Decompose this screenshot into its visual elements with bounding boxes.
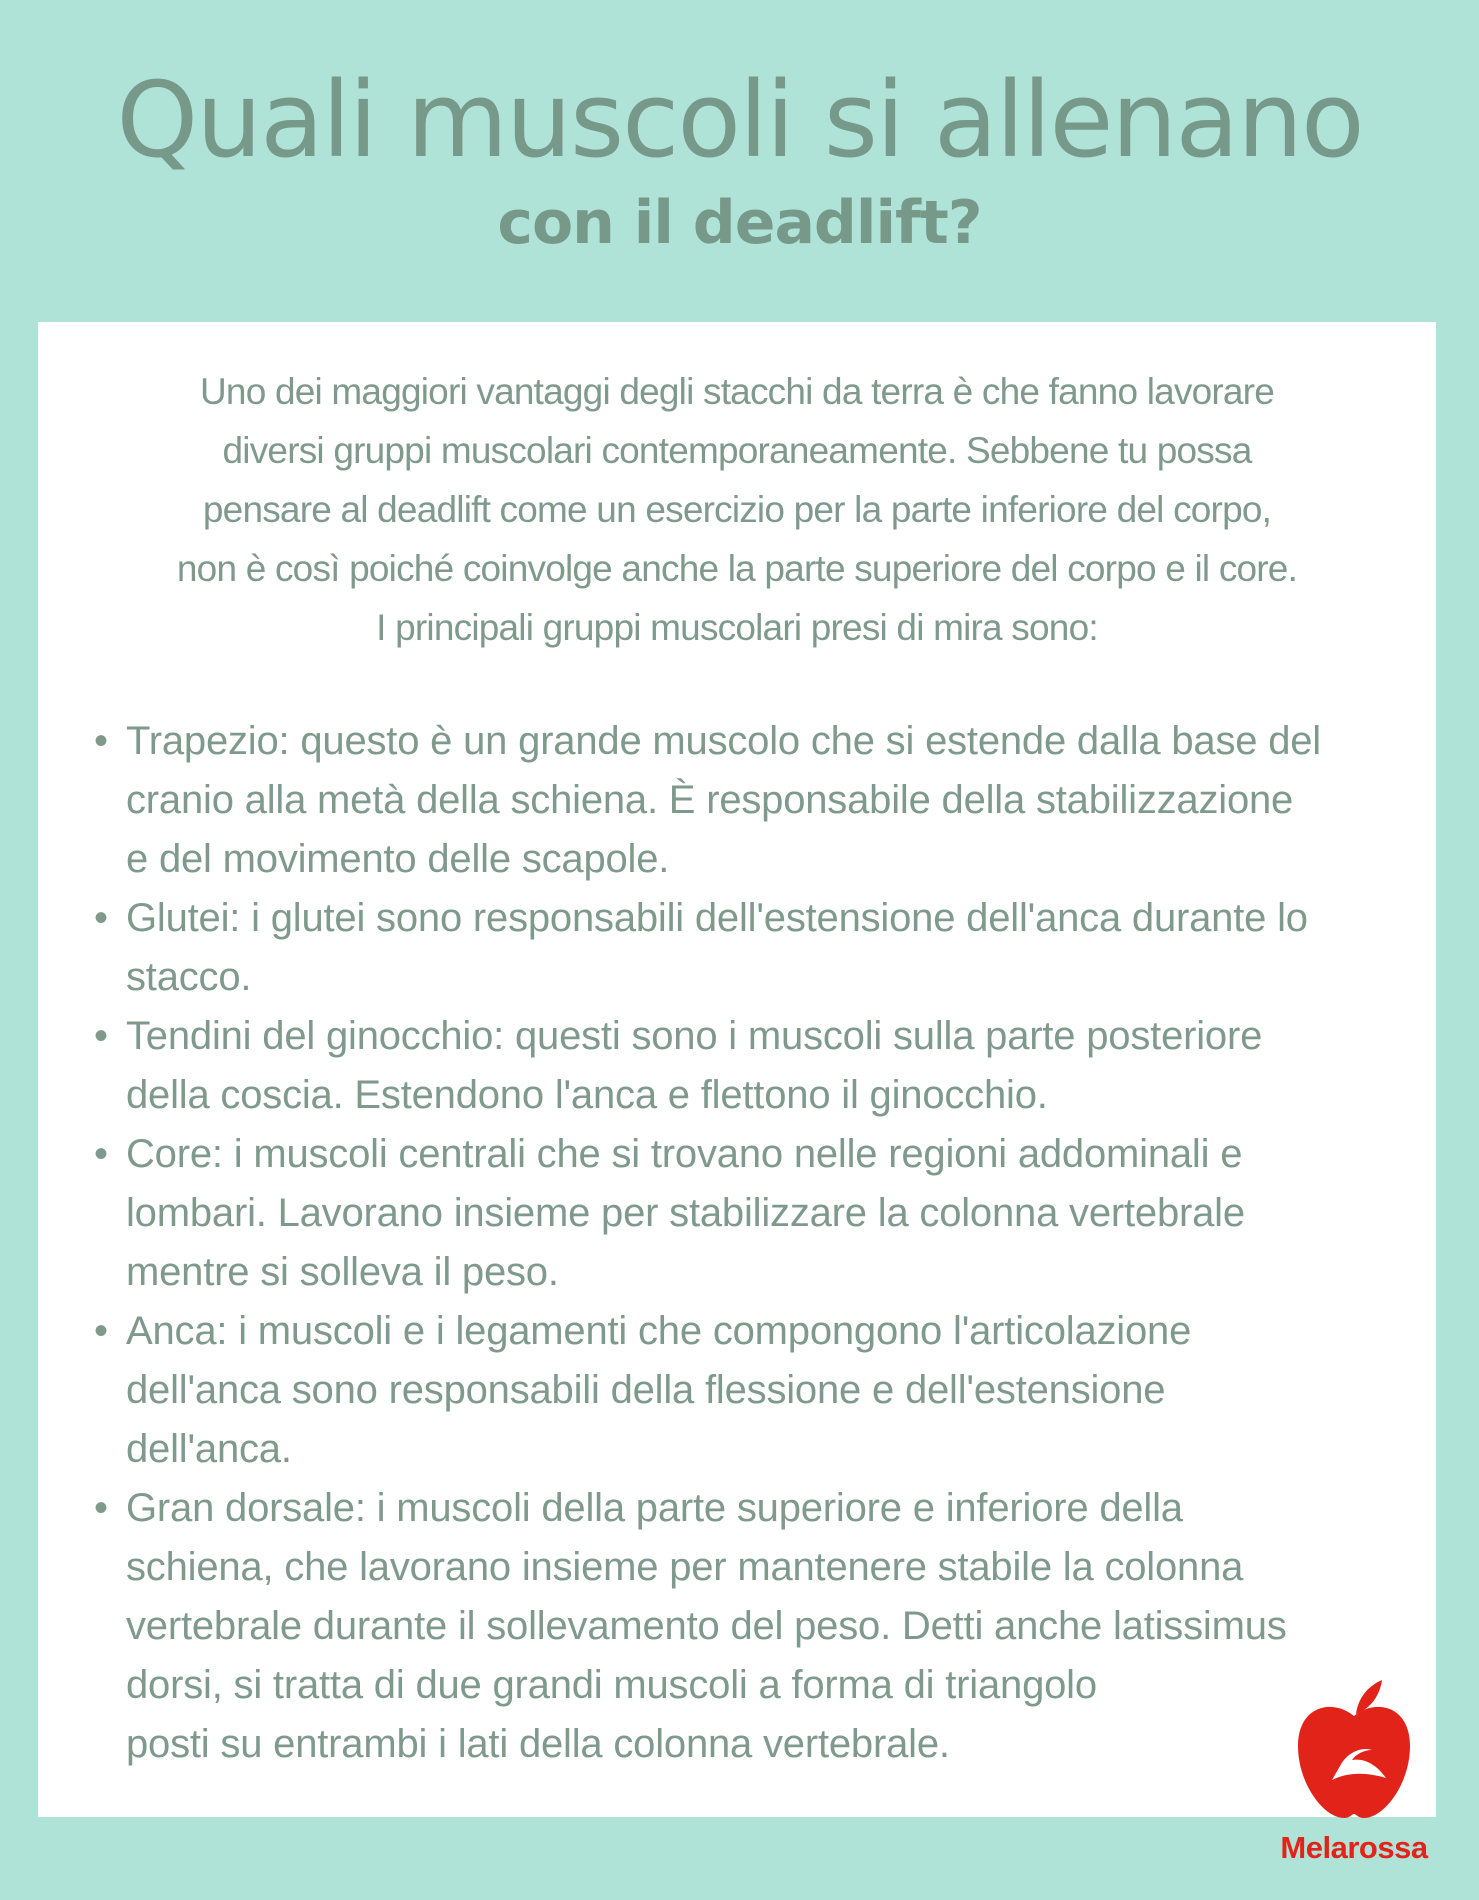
intro-line: pensare al deadlift come un esercizio per la parte inferiore del corpo, — [202, 489, 1272, 530]
list-item-line: dorsi, si tratta di due grandi muscoli a forma di triangolo — [126, 1663, 1097, 1707]
intro-line: non è così poiché coinvolge anche la parte superiore del corpo e il core. — [176, 548, 1298, 589]
bullet-icon: • — [94, 1309, 108, 1353]
list-item-line: Core: i muscoli centrali che si trovano nelle regioni addominali e — [126, 1132, 1243, 1176]
list-item-gran-dorsale — [94, 1479, 1424, 1774]
bullet-icon: • — [94, 1132, 108, 1176]
apple-icon — [1292, 1676, 1416, 1826]
list-item-line: posti su entrambi i lati della colonna vertebrale. — [126, 1722, 950, 1766]
list-item-glutei — [94, 889, 1424, 1007]
list-item-trapezio — [94, 712, 1424, 889]
intro-paragraph — [78, 362, 1396, 657]
list-item-line: Tendini del ginocchio: questi sono i muscoli sulla parte posteriore — [126, 1014, 1263, 1058]
bullet-icon: • — [94, 1014, 108, 1058]
intro-line: diversi gruppi muscolari contemporaneamente. Sebbene tu possa — [222, 430, 1252, 471]
list-item-line: vertebrale durante il sollevamento del peso. Detti anche latissimus — [126, 1604, 1287, 1648]
list-item-line: schiena, che lavorano insieme per mantenere stabile la colonna — [126, 1545, 1244, 1589]
list-item-line: Glutei: i glutei sono responsabili dell'estensione dell'anca durante lo — [126, 896, 1308, 940]
page-subtitle: con il deadlift? — [497, 188, 982, 258]
list-item-line: mentre si solleva il peso. — [126, 1250, 559, 1294]
bullet-icon: • — [94, 896, 108, 940]
intro-line: I principali gruppi muscolari presi di mira sono: — [376, 607, 1098, 648]
list-item-core — [94, 1125, 1424, 1302]
list-item-line: stacco. — [126, 955, 252, 999]
page-title: Quali muscoli si allenano — [116, 59, 1363, 181]
list-item-tendini — [94, 1007, 1424, 1125]
brand-name: Melarossa — [1280, 1830, 1428, 1865]
content-card — [38, 322, 1436, 1817]
list-item-line: cranio alla metà della schiena. È responsabile della stabilizzazione — [126, 778, 1294, 822]
intro-line: Uno dei maggiori vantaggi degli stacchi da terra è che fanno lavorare — [200, 371, 1274, 412]
list-item-line: lombari. Lavorano insieme per stabilizzare la colonna vertebrale — [126, 1191, 1245, 1235]
list-item-line: Gran dorsale: i muscoli della parte superiore e inferiore della — [126, 1486, 1183, 1530]
bullet-icon: • — [94, 1486, 108, 1530]
muscle-list — [94, 712, 1424, 1774]
list-item-anca — [94, 1302, 1424, 1479]
list-item-line: Trapezio: questo è un grande muscolo che si estende dalla base del — [126, 719, 1321, 763]
list-item-line: dell'anca. — [126, 1427, 292, 1471]
title-block — [0, 55, 1479, 261]
list-item-line: della coscia. Estendono l'anca e flettono il ginocchio. — [126, 1073, 1048, 1117]
list-item-line: dell'anca sono responsabili della flessione e dell'estensione — [126, 1368, 1166, 1412]
list-item-line: Anca: i muscoli e i legamenti che compongono l'articolazione — [126, 1309, 1192, 1353]
list-item-line: e del movimento delle scapole. — [126, 837, 670, 881]
bullet-icon: • — [94, 719, 108, 763]
brand-logo — [1254, 1676, 1454, 1876]
